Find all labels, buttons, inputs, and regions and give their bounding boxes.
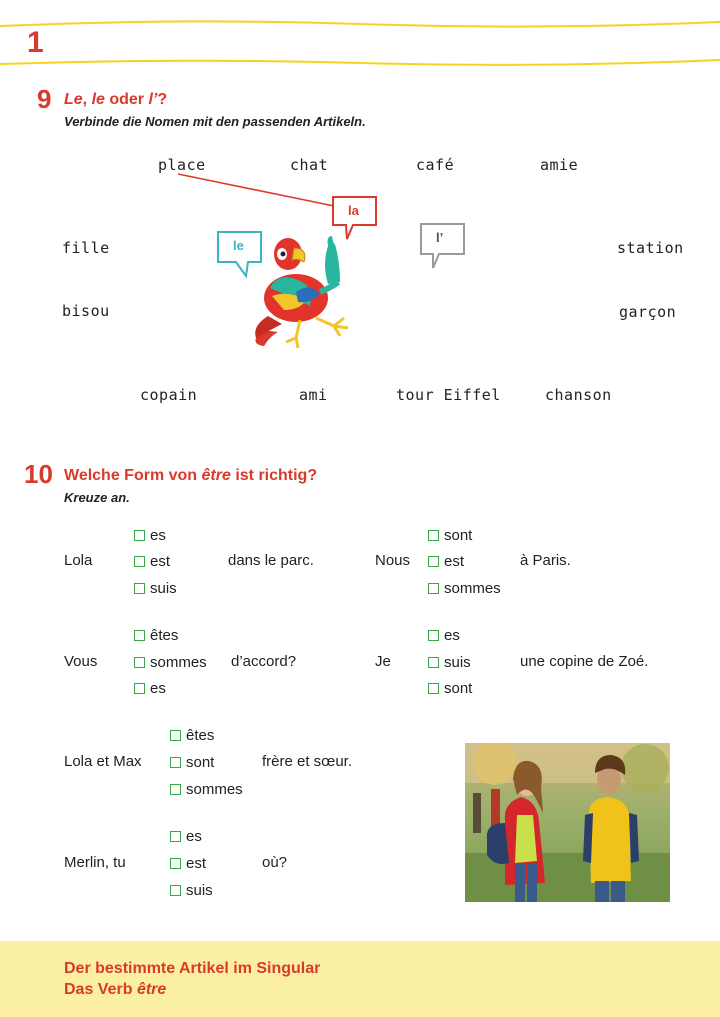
- checkbox[interactable]: [134, 583, 145, 594]
- title-part-l: l’: [148, 91, 158, 108]
- option-lolamax-sommes[interactable]: [170, 780, 243, 798]
- title-part-etre: être: [201, 467, 231, 484]
- checkbox[interactable]: [428, 530, 439, 541]
- option-label: est: [444, 552, 465, 570]
- checkbox[interactable]: [428, 657, 439, 668]
- checkbox[interactable]: [134, 556, 145, 567]
- exercise-10-title: [64, 467, 317, 485]
- title-part-le: le: [91, 91, 105, 108]
- option-label: es: [150, 679, 166, 697]
- checkbox[interactable]: [428, 683, 439, 694]
- exercise-10-instruction: Kreuze an.: [64, 490, 130, 505]
- word-copain[interactable]: copain: [140, 386, 198, 404]
- option-je-es[interactable]: [428, 626, 460, 644]
- title-part-richtig: ist richtig?: [230, 467, 318, 484]
- option-label: sommes: [444, 579, 501, 597]
- option-vous-etes[interactable]: [134, 626, 178, 644]
- option-merlin-es[interactable]: [170, 827, 202, 845]
- option-label: suis: [150, 579, 177, 597]
- footer-topic-1: Der bestimmte Artikel im Singular: [64, 960, 321, 977]
- checkbox[interactable]: [134, 530, 145, 541]
- word-chat[interactable]: chat: [290, 156, 329, 174]
- subject-vous: Vous: [64, 653, 98, 670]
- option-label: est: [186, 854, 207, 872]
- option-label: sont: [444, 679, 473, 697]
- option-label: sommes: [186, 780, 243, 798]
- title-part-q: ?: [157, 91, 168, 108]
- option-je-sont[interactable]: [428, 679, 472, 697]
- subject-merlin-tu: Merlin, tu: [64, 854, 126, 871]
- bubble-l-label: l’: [436, 230, 444, 245]
- rest-lola-et-max: frère et sœur.: [262, 753, 353, 770]
- checkbox[interactable]: [170, 885, 181, 896]
- option-nous-sont[interactable]: [428, 526, 472, 544]
- title-part-oder: oder: [104, 91, 149, 108]
- subject-je: Je: [375, 653, 391, 670]
- option-je-suis[interactable]: [428, 653, 471, 671]
- option-merlin-est[interactable]: [170, 854, 206, 872]
- option-label: suis: [444, 653, 471, 671]
- subject-lola-et-max: Lola et Max: [64, 753, 142, 770]
- exercise-10-number: 10: [24, 459, 53, 489]
- rest-je: une copine de Zoé.: [520, 653, 649, 670]
- word-chanson[interactable]: chanson: [545, 386, 612, 404]
- checkbox[interactable]: [170, 831, 181, 842]
- checkbox[interactable]: [428, 583, 439, 594]
- option-nous-est[interactable]: [428, 552, 464, 570]
- checkbox[interactable]: [428, 630, 439, 641]
- option-label: êtes: [150, 626, 179, 644]
- students-photo: [465, 743, 670, 902]
- checkbox[interactable]: [134, 630, 145, 641]
- rest-merlin: où?: [262, 854, 288, 871]
- option-label: sont: [444, 526, 473, 544]
- title-part-welche: Welche Form von: [64, 467, 202, 484]
- checkbox[interactable]: [428, 556, 439, 567]
- word-garcon[interactable]: garçon: [619, 303, 677, 321]
- subject-nous: Nous: [375, 552, 411, 569]
- rest-lola: dans le parc.: [228, 552, 314, 569]
- exercise-9-number: 9: [37, 84, 52, 114]
- option-vous-sommes[interactable]: [134, 653, 207, 671]
- option-label: es: [150, 526, 166, 544]
- subject-lola: Lola: [64, 552, 93, 569]
- footer-topic-2: [64, 981, 166, 999]
- parrot-illustration: [248, 234, 363, 352]
- rest-nous: à Paris.: [520, 552, 571, 569]
- option-label: es: [186, 827, 202, 845]
- word-station[interactable]: station: [617, 239, 684, 257]
- word-ami[interactable]: ami: [299, 386, 328, 404]
- option-label: es: [444, 626, 460, 644]
- option-label: suis: [186, 881, 213, 899]
- footer-topic-2-plain: Das Verb: [64, 981, 137, 998]
- option-vous-es[interactable]: [134, 679, 166, 697]
- option-lolamax-sont[interactable]: [170, 753, 214, 771]
- title-part-le-cap: Le: [64, 91, 83, 108]
- option-label: est: [150, 552, 171, 570]
- option-lola-est[interactable]: [134, 552, 170, 570]
- footer-banner: [0, 941, 720, 1017]
- option-lola-es[interactable]: [134, 526, 166, 544]
- option-label: êtes: [186, 726, 215, 744]
- title-part-comma: ,: [82, 91, 92, 108]
- option-lola-suis[interactable]: [134, 579, 177, 597]
- option-label: sont: [186, 753, 215, 771]
- word-amie[interactable]: amie: [540, 156, 579, 174]
- option-label: sommes: [150, 653, 207, 671]
- word-tour-eiffel[interactable]: tour Eiffel: [396, 386, 501, 404]
- exercise-9-instruction: Verbinde die Nomen mit den passenden Artikeln.: [64, 114, 366, 129]
- checkbox[interactable]: [170, 784, 181, 795]
- checkbox[interactable]: [170, 757, 181, 768]
- checkbox[interactable]: [134, 683, 145, 694]
- checkbox[interactable]: [170, 858, 181, 869]
- bubble-la-label: la: [348, 203, 359, 218]
- option-lolamax-etes[interactable]: [170, 726, 214, 744]
- word-cafe[interactable]: café: [416, 156, 455, 174]
- word-bisou[interactable]: bisou: [62, 302, 110, 320]
- bubble-le-label: le: [233, 238, 244, 253]
- rest-vous: d’accord?: [231, 653, 297, 670]
- option-merlin-suis[interactable]: [170, 881, 213, 899]
- option-nous-sommes[interactable]: [428, 579, 501, 597]
- checkbox[interactable]: [170, 730, 181, 741]
- footer-topic-2-italic: être: [136, 981, 167, 998]
- word-fille[interactable]: fille: [62, 239, 110, 257]
- chapter-number: 1: [27, 26, 44, 59]
- checkbox[interactable]: [134, 657, 145, 668]
- word-place[interactable]: place: [158, 156, 206, 174]
